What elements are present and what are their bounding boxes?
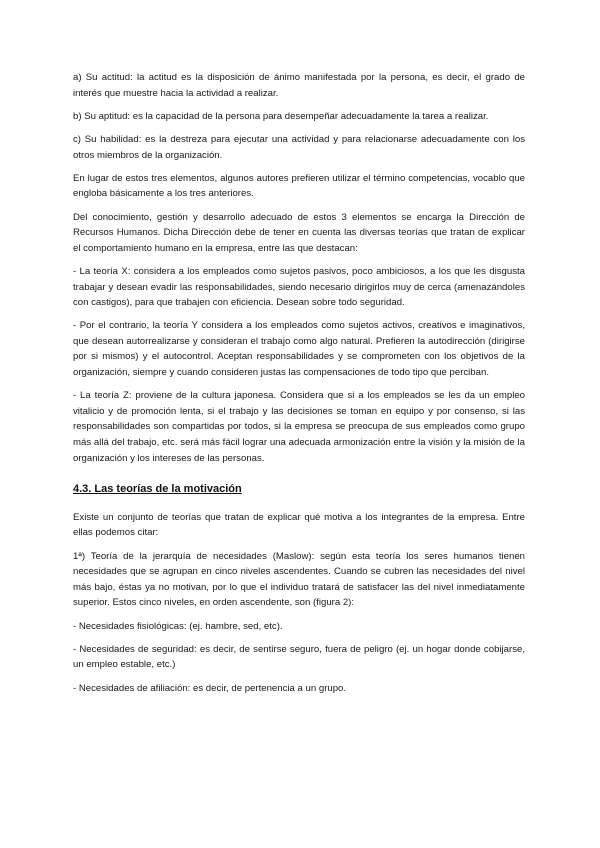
paragraph-maslow: 1ª) Teoría de la jerarquía de necesidades (Maslow): según esta teoría los seres humanos tienen necesidades que se agrupan en cinco niveles ascendentes. Cuando se cubren las necesidades del nivel más bajo, éstas ya no motivan, por lo que el individuo tratará de satisfacer las del nivel inmediatamente superior. Estos cinco niveles, en orden ascendente, son (figura 2): [73, 550, 525, 609]
list-item-afiliacion: - Necesidades de afiliación: es decir, de pertenencia a un grupo. [73, 682, 347, 694]
paragraph-aptitud: b) Su aptitud: es la capacidad de la persona para desempeñar adecuadamente la tarea a realizar. [73, 110, 489, 122]
section-heading: 4.3. Las teorías de la motivación [73, 483, 242, 496]
paragraph-teoria-x: - La teoría X: considera a los empleados como sujetos pasivos, poco ambiciosos, a los que les disgusta trabajar y desean evadir las responsabilidades, siendo necesario dirigirlos muy de cerca (amenazándoles con castigos), para que trabajen con eficiencia. Desean sobre todo seguridad. [73, 265, 525, 309]
list-item-fisiologicas: - Necesidades fisiológicas: (ej. hambre, sed, etc). [73, 620, 283, 632]
paragraph-competencias: En lugar de estos tres elementos, algunos autores prefieren utilizar el término competencias, vocablo que engloba básicamente a los tres anteriores. [73, 172, 525, 200]
paragraph-intro-motivacion: Existe un conjunto de teorías que tratan de explicar qué motiva a los integrantes de la empresa. Entre ellas podemos citar: [73, 511, 525, 539]
paragraph-teoria-z: - La teoría Z: proviene de la cultura japonesa. Considera que si a los empleados se les da un empleo vitalicio y de promoción lenta, si el trabajo y las decisiones se toman en equipo y por consenso, si las responsabilidades son compartidas por todos, si la empresa se preocupa de sus empleados como grupo más allá del trabajo, etc. será más fácil lograr una adecuada armonización entre la visión y la misión de la organización y los intereses de las personas. [73, 390, 525, 464]
paragraph-actitud: a) Su actitud: la actitud es la disposición de ánimo manifestada por la persona, es decir, el grado de interés que muestre hacia la actividad a realizar. [73, 72, 525, 99]
paragraph-habilidad: c) Su habilidad: es la destreza para ejecutar una actividad y para relacionarse adecuadamente con los otros miembros de la organización. [73, 133, 525, 161]
paragraph-teoria-y: - Por el contrario, la teoría Y considera a los empleados como sujetos activos, creativos e imaginativos, que desean autorrealizarse y consideran el trabajo como algo natural. Prefieren la autodirección (dirigirse por si mismos) y el autocontrol. Aceptan responsabilidades y se comprometen con los objetivos de la organización, siempre y cuando consideren justas las compensaciones de todo tipo que perciban. [73, 320, 525, 379]
document-body [73, 70, 525, 704]
paragraph-direccion-rrhh: Del conocimiento, gestión y desarrollo adecuado de estos 3 elementos se encarga la Dirección de Recursos Humanos. Dicha Dirección debe de tener en cuenta las diversas teorías que tratan de explicar el comportamiento humano en la empresa, entre las que destacan: [73, 211, 525, 254]
list-item-seguridad: - Necesidades de seguridad: es decir, de sentirse seguro, fuera de peligro (ej. un hogar donde cobijarse, un empleo estable, etc.) [73, 643, 525, 671]
